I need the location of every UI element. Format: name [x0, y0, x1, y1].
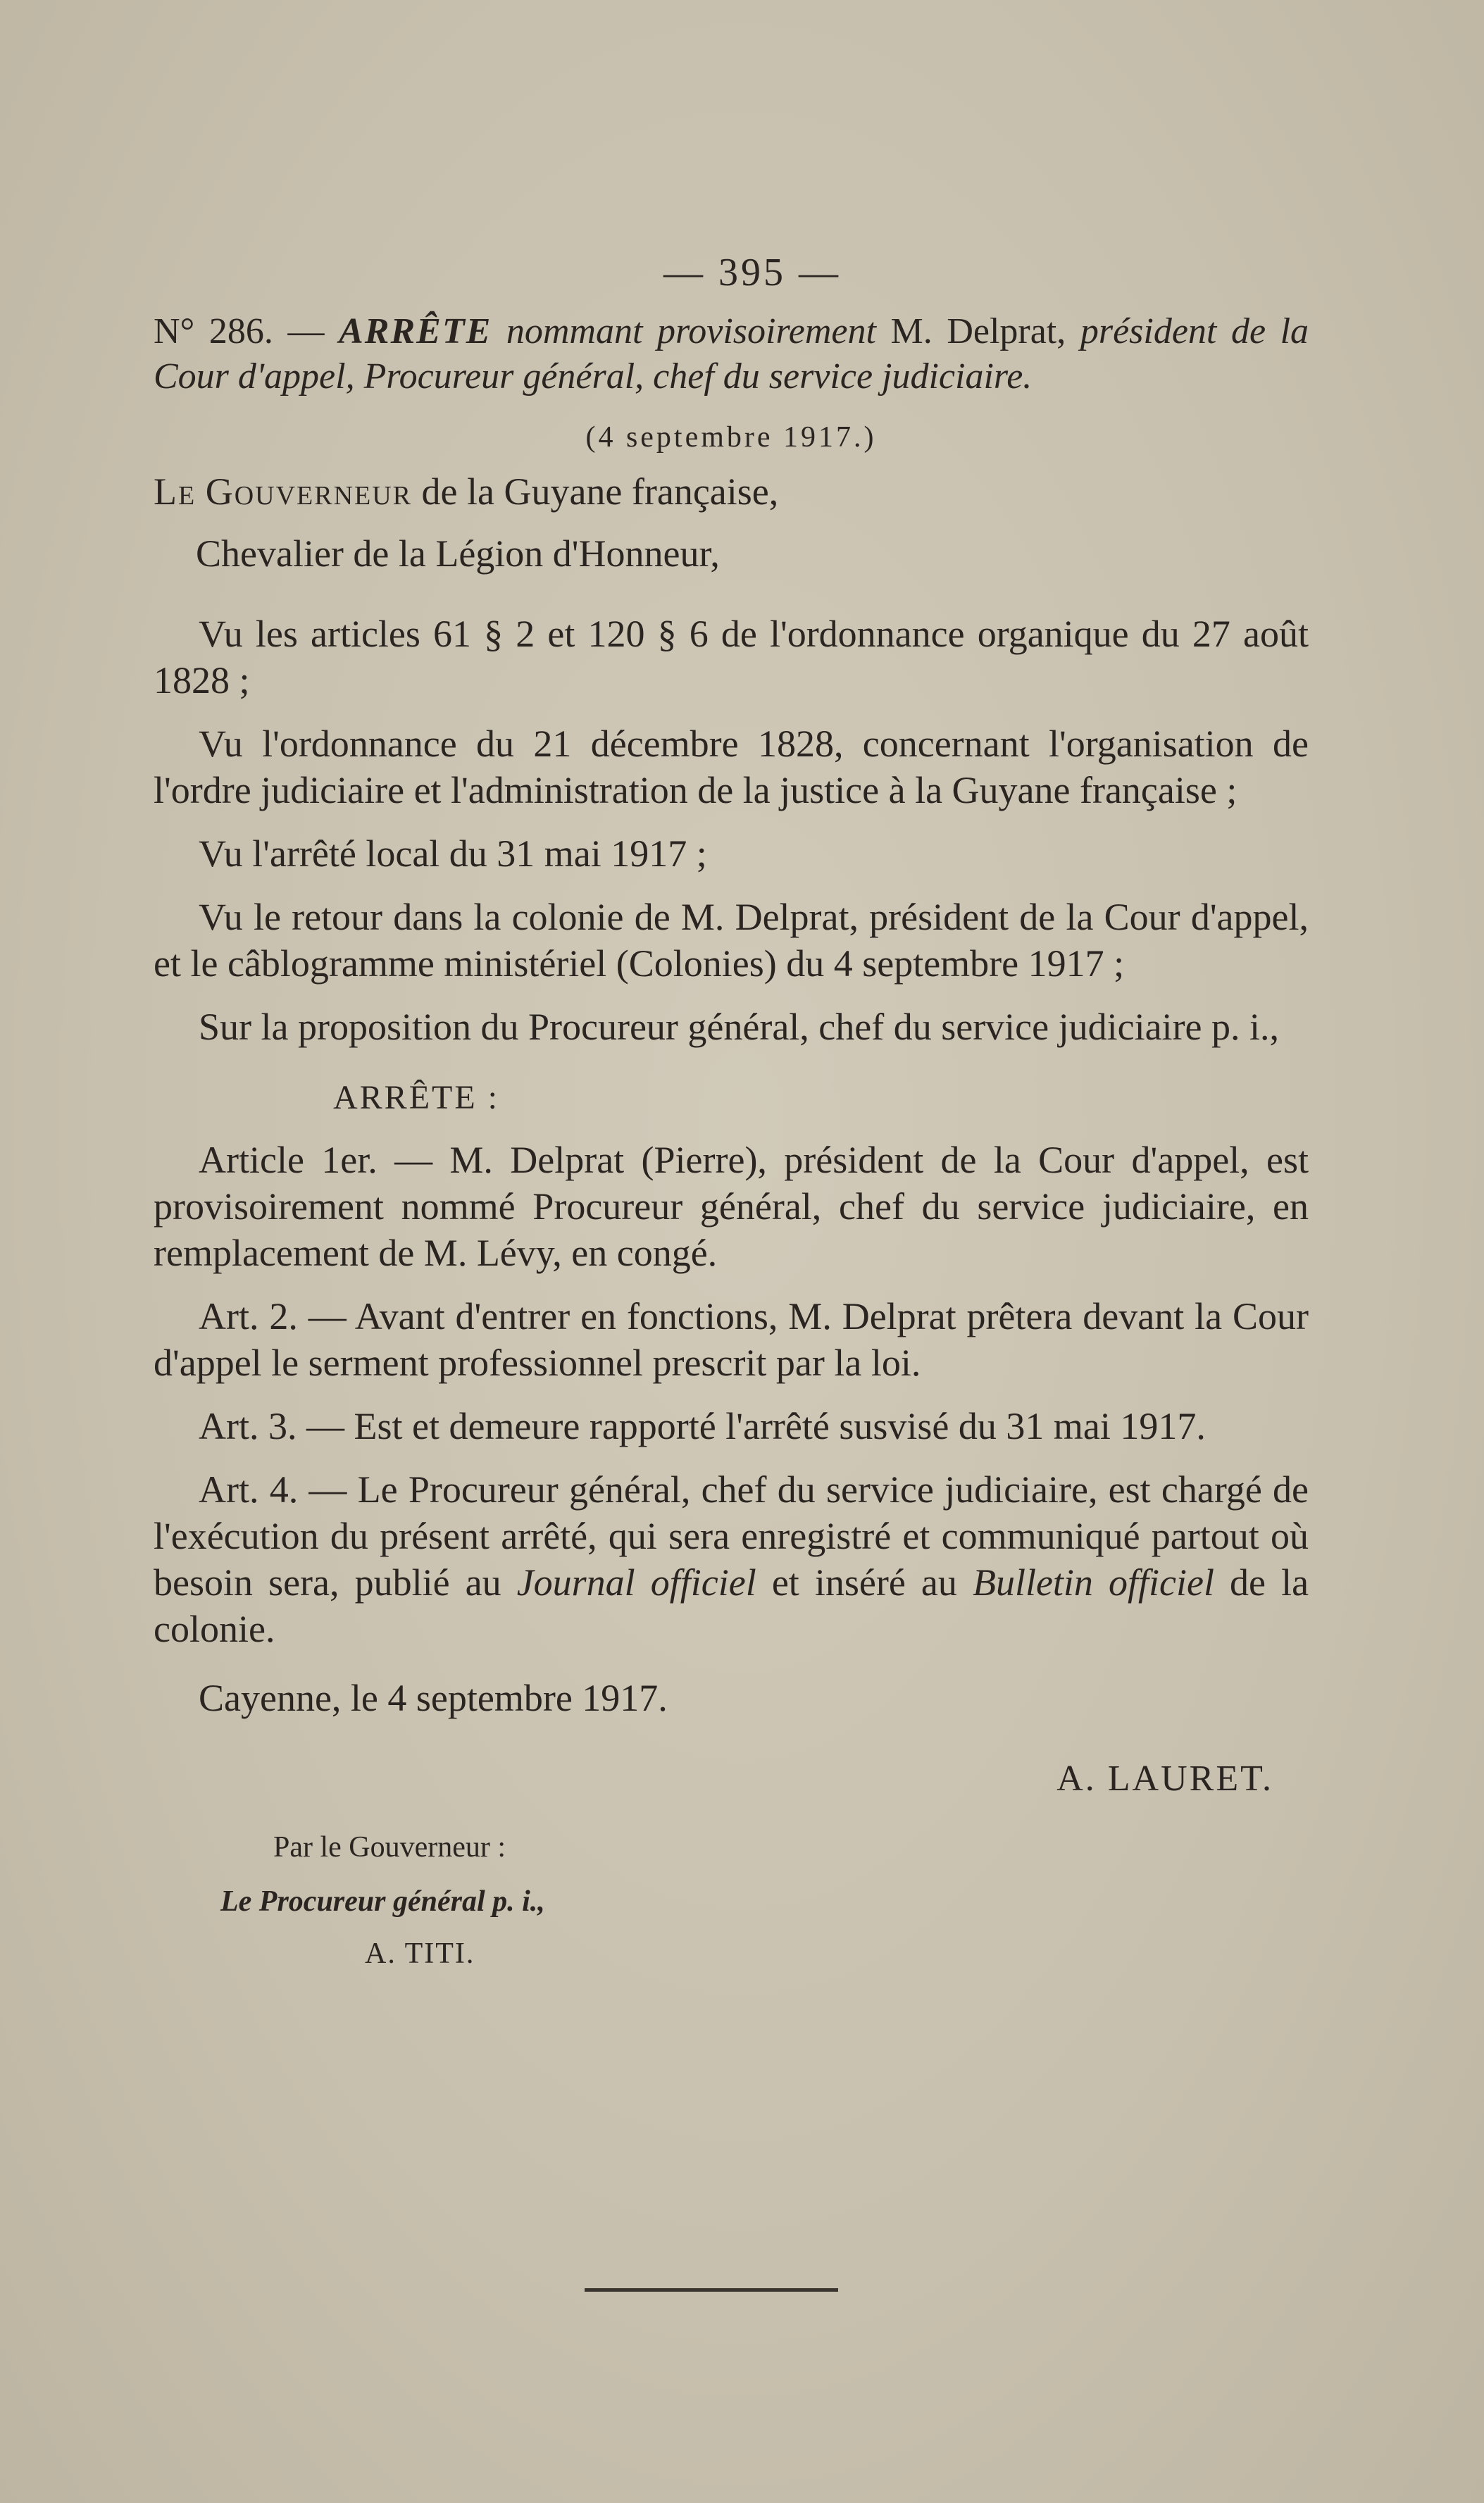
governor-signature: A. LAURET. [1056, 1759, 1273, 1799]
consideration-5: Sur la proposition du Procureur général, chef du service judiciaire p. i., [199, 1006, 1280, 1048]
consideration-1: Vu les articles 61 § 2 et 120 § 6 de l'ordonnance organique du 27 août 1828 ; [154, 613, 1309, 701]
article-4-journal: Journal officiel [516, 1561, 756, 1604]
article-1: Article 1er. — M. Delprat (Pierre), président de la Cour d'appel, est provisoirement nommé Procureur général, chef du service judiciaire, en remplacement de M. Lévy, en congé. [154, 1139, 1309, 1274]
arrete-label: ARRÊTE : [333, 1079, 499, 1116]
article-4 [154, 1466, 1309, 1652]
article-2: Art. 2. — Avant d'entrer en fonctions, M. Delprat prêtera devant la Cour d'appel le serment professionnel prescrit par la loi. [154, 1295, 1309, 1384]
article-4-bulletin: Bulletin officiel [972, 1561, 1214, 1604]
procureur-signature: A. TITI. [365, 1937, 475, 1970]
procureur-title: Le Procureur général p. i., [220, 1885, 545, 1918]
consideration-3: Vu l'arrêté local du 31 mai 1917 ; [199, 832, 707, 875]
governor-territory: de la Guyane française, [421, 470, 779, 513]
article-3: Art. 3. — Est et demeure rapporté l'arrêté susvisé du 31 mai 1917. [199, 1405, 1206, 1447]
document-content [154, 250, 1309, 1975]
heading-text-1: nommant provisoirement [506, 311, 876, 351]
decree-heading [154, 309, 1309, 399]
governor-article: Le [154, 470, 197, 513]
article-4-start: Art. 4. — Le Procureur général, chef du service judiciaire, est chargé de l'exécution du présent arrêté, qui sera enregistré et communiqué partout où besoin sera, publié au [154, 1468, 1309, 1604]
closing-rule [585, 2288, 838, 2292]
par-gouverneur: Par le Gouverneur : [273, 1831, 506, 1864]
decree-keyword: ARRÊTE [339, 311, 492, 351]
place-date: Cayenne, le 4 septembre 1917. [199, 1677, 668, 1719]
heading-text-2: président de la Cour d'appel, Procureur général, chef du service judiciaire. [154, 311, 1309, 397]
heading-dash: — [287, 311, 325, 351]
heading-person: M. Delprat, [890, 311, 1066, 351]
decree-number: N° 286. [154, 311, 273, 351]
consideration-4: Vu le retour dans la colonie de M. Delprat, président de la Cour d'appel, et le câblogramme ministériel (Colonies) du 4 septembre 1917 ; [154, 896, 1309, 985]
consideration-2: Vu l'ordonnance du 21 décembre 1828, concernant l'organisation de l'ordre judiciaire et l'administration de la justice à la Guyane française ; [154, 723, 1309, 811]
article-4-mid: et inséré au [771, 1561, 957, 1604]
article-4-end: de la colonie. [154, 1561, 1309, 1650]
decree-date: (4 septembre 1917.) [585, 421, 877, 454]
governor-line [154, 467, 1309, 516]
page-number: — 395 — [663, 251, 841, 294]
chevalier-line: Chevalier de la Légion d'Honneur, [196, 532, 720, 575]
governor-title: Gouverneur [205, 470, 413, 513]
